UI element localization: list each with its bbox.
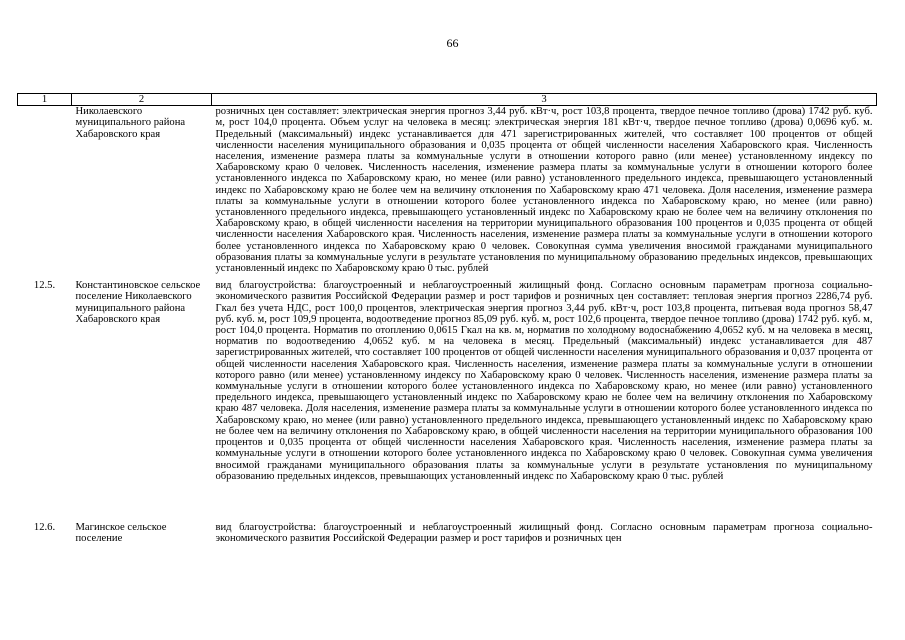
header-col-3: 3 — [212, 94, 877, 106]
header-col-2: 2 — [72, 94, 212, 106]
table-row — [18, 106, 877, 275]
row-municipality-name: Магинское сельское поселение — [75, 521, 167, 545]
row-description: розничных цен составляет: электрическая энергия прогноз 3,44 руб. кВт·ч, рост 103,8 процента, твердое печное топливо (дрова) 1742 руб. куб. м, рост 104,0 процента. Объем услуг на человека в месяц: электрическая энергия 181 кВт·ч, твердое печное топливо (дрова) 0,0696 куб. м. Предельный (максимальный) индекс устанавливается для 471 зарегистрированных жителей, что составляет 100 процентов от общей численности населения муниципального образования и 0,035 процента от общей численности населения Хабаровского края. Численность населения, изменение размера платы за коммунальные услуги в отношении которого равно (или менее) установленному индексу по Хабаровскому краю 0 человек. Численность населения, изменение размера платы за коммунальные услуги в отношении которого более установленного индекса по Хабаровскому краю, но менее (или равно) установленного предельного индекса, превышающего установленный индекс по Хабаровскому краю не более чем на величину отклонения по Хабаровскому краю 471 человека. Доля населения, изменение размера платы за коммунальные услуги в отношении которого более установленного индекса по Хабаровскому краю, но менее (или равно) установленного предельного индекса, превышающего установленный индекс по Хабаровскому краю не более чем на величину отклонения по Хабаровскому краю, в общей численности населения на территории муниципального образования 100 процентов и 0,035 процента от общей численности населения Хабаровского края. Численность населения, изменение размера платы за коммунальные услуги в отношении которого более установленного индекса по Хабаровскому краю 0 человек. Совокупная сумма увеличения вносимой гражданами муниципального образования платы за коммунальные услуги в результате установления по муниципальному образованию предельных индексов, превышающих установленный индекс по Хабаровскому краю 0 тыс. рублей — [215, 106, 873, 275]
row-number: 12.6. — [33, 521, 56, 533]
row-number: 12.5. — [33, 280, 56, 292]
table-header-row — [18, 94, 877, 106]
table-row — [18, 274, 877, 482]
header-col-1: 1 — [18, 94, 72, 106]
row-municipality-name: Константиновское сельское поселение Николаевского муниципального района Хабаровского края — [75, 280, 201, 325]
page-number: 66 — [446, 36, 459, 50]
table-row — [18, 482, 877, 544]
row-description: вид благоустройства: благоустроенный и неблагоустроенный жилищный фонд. Согласно основным параметрам прогноза социально-экономического развития Российской Федерации размер и рост тарифов и розничных цен составляет: тепловая энергия прогноз 2286,74 руб. Гкал без учета НДС, рост 100,0 процентов, электрическая энергия прогноз 3,44 руб. кВт·ч, рост 103,8 процента, питьевая вода прогноз 58,47 руб. куб. м, рост 109,9 процента, водоотведение прогноз 85,09 руб. куб. м, рост 102,6 процента, твердое печное топливо (дрова) 1742 руб. куб. м, рост 104,0 процента. Норматив по отоплению 0,0615 Гкал на кв. м, норматив по холодному водоснабжению 4,0652 куб. м на человека в месяц, норматив по водоотведению 4,0652 куб. м на человека в месяц. Предельный (максимальный) индекс устанавливается для 487 зарегистрированных жителей, что составляет 100 процентов от общей численности населения муниципального образования и 0,037 процента от общей численности населения Хабаровского края. Численность населения, изменение размера платы за коммунальные услуги в отношении которого равно (или менее) установленному индексу по Хабаровскому краю 0 человек. Численность населения, изменение размера платы за коммунальные услуги в отношении которого более установленного индекса по Хабаровскому краю, но менее (или равно) установленного предельного индекса, превышающего установленный индекс по Хабаровскому краю не более чем на величину отклонения по Хабаровскому краю 487 человека. Доля населения, изменение размера платы за коммунальные услуги в отношении которого более установленного индекса по Хабаровскому краю, но менее (или равно) установленного предельного индекса, превышающего установленный индекс по Хабаровскому краю не более чем на величину отклонения по Хабаровскому краю, в общей численности населения на территории муниципального образования 100 процентов и 0,035 процента от общей численности населения Хабаровского края. Численность населения, изменение размера платы за коммунальные услуги в отношении которого более установленного индекса по Хабаровскому краю 0 человек. Совокупная сумма увеличения вносимой гражданами муниципального образования платы за коммунальные услуги в результате установления по муниципальному образованию предельных индексов, превышающих установленный индекс по Хабаровскому краю 0 тыс. рублей — [215, 280, 873, 482]
row-description: вид благоустройства: благоустроенный и неблагоустроенный жилищный фонд. Согласно основным параметрам прогноза социально-экономического развития Российской Федерации размер и рост тарифов и розничных цен — [215, 521, 873, 545]
row-number — [18, 106, 72, 275]
data-table — [17, 93, 877, 544]
row-municipality-name: Николаевского муниципального района Хабаровского края — [75, 106, 186, 140]
